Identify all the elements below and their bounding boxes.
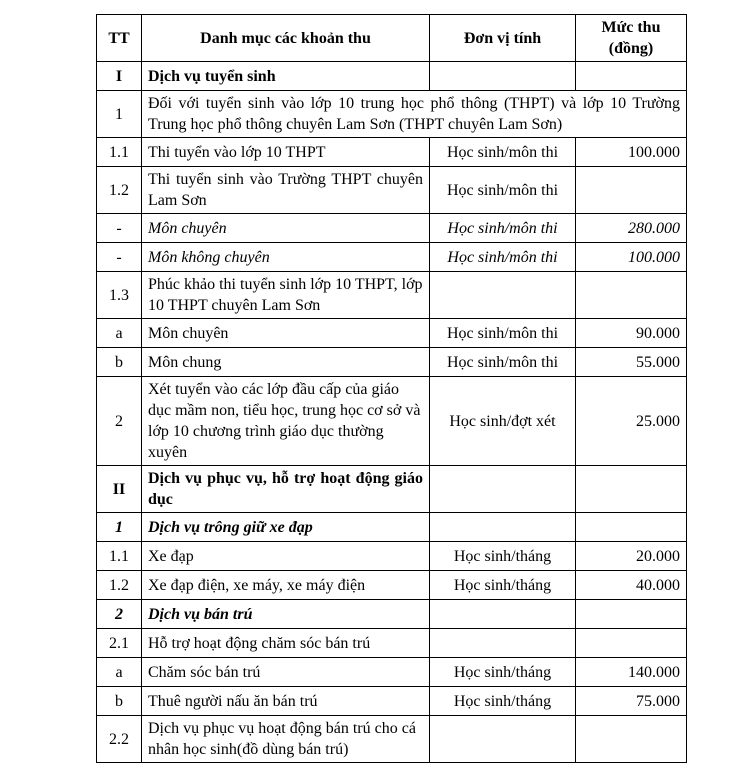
row-unit: Học sinh/môn thi [430, 319, 576, 348]
row-fee: 280.000 [576, 214, 687, 243]
row-fee: 40.000 [576, 571, 687, 600]
table-row [97, 542, 687, 571]
table-row [97, 658, 687, 687]
row-unit: Học sinh/tháng [430, 571, 576, 600]
row-fee: 90.000 [576, 319, 687, 348]
row-desc: Phúc khảo thi tuyển sinh lớp 10 THPT, lớp 10 THPT chuyên Lam Sơn [142, 272, 430, 319]
table-row [97, 687, 687, 716]
table-row [97, 466, 687, 513]
row-tt: 1.3 [97, 272, 142, 319]
header-fee-line2: (đồng) [608, 40, 654, 57]
row-tt: II [97, 466, 142, 513]
row-unit: Học sinh/môn thi [430, 167, 576, 214]
row-unit: Học sinh/môn thi [430, 138, 576, 167]
table-row [97, 600, 687, 629]
row-tt: b [97, 687, 142, 716]
row-fee [576, 272, 687, 319]
row-tt: 2.1 [97, 629, 142, 658]
row-tt: 1.2 [97, 571, 142, 600]
row-fee [576, 716, 687, 763]
header-fee-line1: Mức thu [601, 19, 661, 36]
table-row [97, 319, 687, 348]
row-tt: a [97, 319, 142, 348]
row-unit: Học sinh/môn thi [430, 243, 576, 272]
row-tt: 1.1 [97, 138, 142, 167]
row-fee [576, 513, 687, 542]
fee-table [96, 14, 687, 763]
row-tt: b [97, 348, 142, 377]
row-unit: Học sinh/tháng [430, 542, 576, 571]
row-tt: 2 [97, 600, 142, 629]
row-desc: Thi tuyển vào lớp 10 THPT [142, 138, 430, 167]
table-row [97, 138, 687, 167]
row-tt: - [97, 214, 142, 243]
table-row [97, 214, 687, 243]
row-desc: Dịch vụ tuyển sinh [142, 62, 430, 91]
row-desc: Hỗ trợ hoạt động chăm sóc bán trú [142, 629, 430, 658]
row-fee: 100.000 [576, 138, 687, 167]
row-desc: Môn chuyên [142, 214, 430, 243]
row-fee: 25.000 [576, 377, 687, 466]
header-unit: Đơn vị tính [430, 15, 576, 62]
row-unit [430, 513, 576, 542]
row-tt: 1 [97, 91, 142, 138]
row-desc: Chăm sóc bán trú [142, 658, 430, 687]
table-row [97, 91, 687, 138]
row-unit [430, 272, 576, 319]
row-tt: 1.1 [97, 542, 142, 571]
table-row [97, 629, 687, 658]
row-unit [430, 466, 576, 513]
row-fee [576, 167, 687, 214]
row-tt: a [97, 658, 142, 687]
table-row [97, 716, 687, 763]
table-header-row [97, 15, 687, 62]
row-unit: Học sinh/tháng [430, 658, 576, 687]
header-tt: TT [97, 15, 142, 62]
row-desc: Môn chung [142, 348, 430, 377]
table-row [97, 377, 687, 466]
row-desc: Thi tuyển sinh vào Trường THPT chuyên Lam Sơn [142, 167, 430, 214]
row-desc: Dịch vụ trông giữ xe đạp [142, 513, 430, 542]
row-desc: Thuê người nấu ăn bán trú [142, 687, 430, 716]
row-tt: - [97, 243, 142, 272]
row-desc: Xét tuyển vào các lớp đầu cấp của giáo dục mầm non, tiểu học, trung học cơ sở và lớp 10 chương trình giáo dục thường xuyên [142, 377, 430, 466]
row-desc: Xe đạp điện, xe máy, xe máy điện [142, 571, 430, 600]
row-unit [430, 716, 576, 763]
row-fee [576, 466, 687, 513]
row-desc: Dịch vụ bán trú [142, 600, 430, 629]
row-unit: Học sinh/môn thi [430, 214, 576, 243]
row-fee: 140.000 [576, 658, 687, 687]
row-tt: 2 [97, 377, 142, 466]
row-fee [576, 600, 687, 629]
row-desc: Môn không chuyên [142, 243, 430, 272]
row-tt: I [97, 62, 142, 91]
row-fee: 100.000 [576, 243, 687, 272]
row-fee [576, 629, 687, 658]
row-desc: Xe đạp [142, 542, 430, 571]
row-desc: Dịch vụ phục vụ, hỗ trợ hoạt động giáo dục [142, 466, 430, 513]
table-row [97, 571, 687, 600]
header-category: Danh mục các khoản thu [142, 15, 430, 62]
table-row [97, 62, 687, 91]
row-desc: Môn chuyên [142, 319, 430, 348]
row-desc: Đối với tuyển sinh vào lớp 10 trung học phổ thông (THPT) và lớp 10 Trường Trung học phổ thông chuyên Lam Sơn (THPT chuyên Lam Sơn) [142, 91, 687, 138]
row-tt: 2.2 [97, 716, 142, 763]
table-row [97, 272, 687, 319]
table-row [97, 513, 687, 542]
row-unit [430, 600, 576, 629]
row-unit: Học sinh/đợt xét [430, 377, 576, 466]
row-tt: 1 [97, 513, 142, 542]
table-row [97, 348, 687, 377]
row-tt: 1.2 [97, 167, 142, 214]
table-row [97, 243, 687, 272]
row-desc: Dịch vụ phục vụ hoạt động bán trú cho cá nhân học sinh(đồ dùng bán trú) [142, 716, 430, 763]
row-fee: 55.000 [576, 348, 687, 377]
row-unit [430, 629, 576, 658]
row-unit: Học sinh/môn thi [430, 348, 576, 377]
row-unit: Học sinh/tháng [430, 687, 576, 716]
row-fee: 20.000 [576, 542, 687, 571]
row-fee: 75.000 [576, 687, 687, 716]
fee-table-container [96, 14, 687, 763]
header-fee [576, 15, 687, 62]
table-row [97, 167, 687, 214]
row-fee [576, 62, 687, 91]
row-unit [430, 62, 576, 91]
